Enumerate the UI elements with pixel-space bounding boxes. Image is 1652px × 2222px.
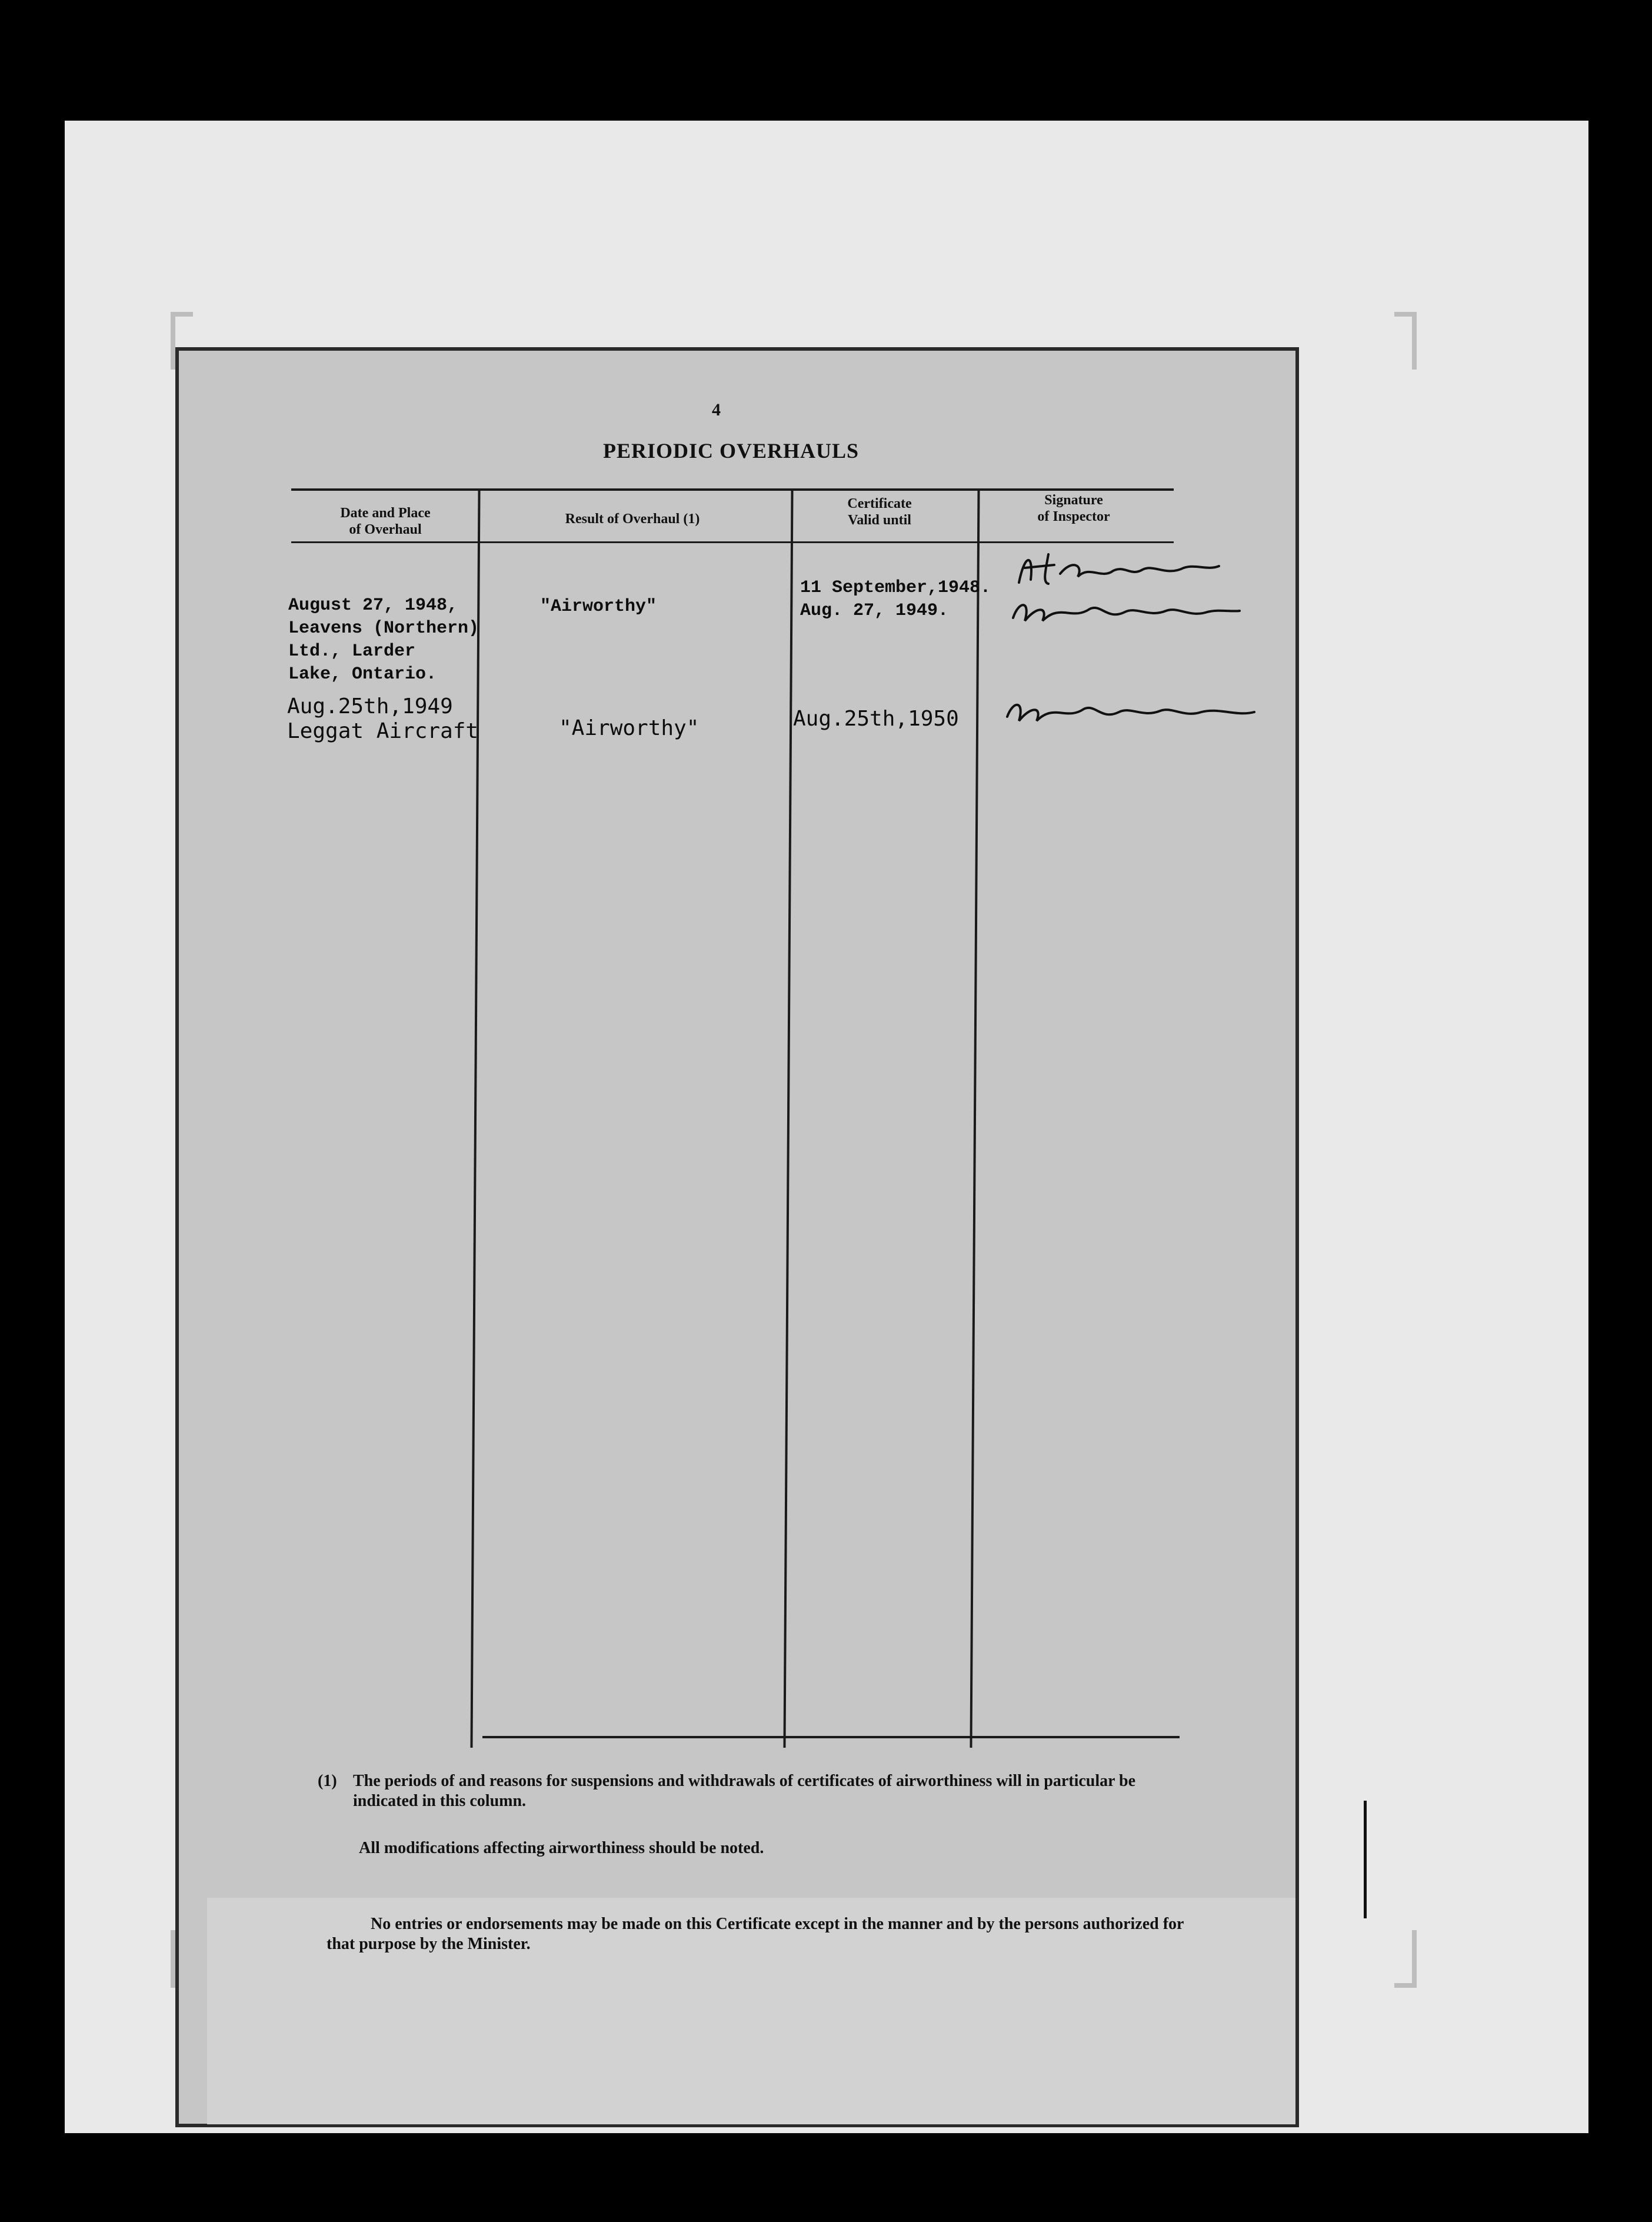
table-top-rule [291, 488, 1174, 491]
footnote-number: (1) [318, 1772, 337, 1790]
certificate-notice: No entries or endorsements may be made on this Certificate except in the manner and by the persons authorized for that purpose by the Minister. [327, 1915, 1184, 1953]
table-header-rule [291, 541, 1174, 543]
footnote-text: The periods of and reasons for suspensions and withdrawals of certificates of airworthiness will in particular be indicated in this column. [353, 1772, 1136, 1810]
row1-date-place: August 27, 1948, Leavens (Northern) Ltd., Larder Lake, Ontario. [288, 596, 479, 684]
modifications-note: All modifications affecting airworthiness should be noted. [359, 1839, 764, 1857]
column-header-result: Result of Overhaul (1) [565, 511, 700, 527]
row2-date-place: Aug.25th,1949 Leggat Aircraft [287, 694, 479, 743]
column-header-certificate: Certificate Valid until [847, 496, 912, 528]
row2-result: "Airworthy" [559, 716, 700, 740]
inspector-signature-3 [1001, 694, 1260, 730]
table-bottom-rule [482, 1736, 1180, 1738]
crop-mark-bottom-right [1394, 1930, 1417, 1988]
page-title: PERIODIC OVERHAULS [603, 439, 860, 463]
column-header-date-place: Date and Place of Overhaul [340, 505, 431, 537]
inspector-signature-2 [1007, 594, 1243, 630]
row1-result: "Airworthy" [540, 597, 657, 617]
row1-certificate-valid-until: 11 September,1948. Aug. 27, 1949. [800, 578, 991, 621]
column-header-signature: Signature of Inspector [1037, 493, 1110, 524]
crop-mark-top-right [1394, 312, 1417, 370]
row2-certificate-valid-until: Aug.25th,1950 [793, 707, 959, 731]
inspector-signature-1 [1007, 547, 1231, 594]
page-number: 4 [712, 400, 721, 420]
scan-edge-mark [1364, 1801, 1367, 1918]
